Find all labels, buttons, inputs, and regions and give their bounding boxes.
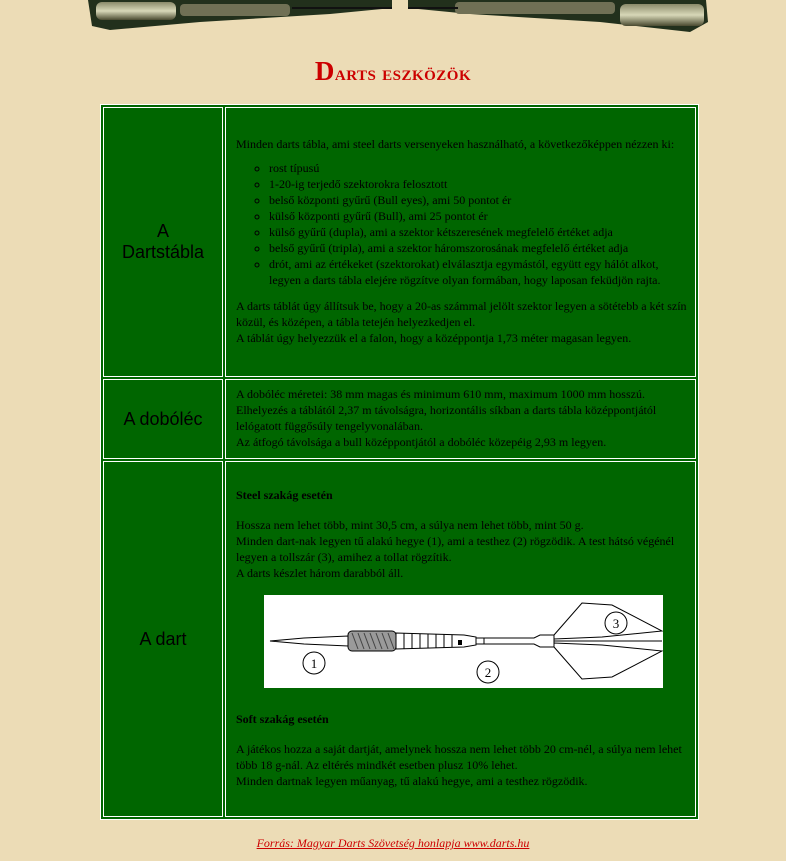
darts-banner [0, 0, 786, 38]
row-content-dobolec [225, 379, 696, 459]
dartstabla-outro: A darts táblát úgy állítsuk be, hogy a 20-as számmal jelölt szektor legyen a sötétebb a két szín közül, és középen, a tábla tetején helyezkedjen el. [236, 299, 687, 329]
row-content-dartstabla [225, 107, 696, 377]
dobolec-placement: Elhelyezés a táblától 2,37 m távolságra, horizontális síkban a darts tábla középpontjától lelógatott függősúly tengelyvonalában. [236, 403, 657, 433]
diagram-label-1: 1 [310, 656, 318, 671]
dartstabla-height: A táblát úgy helyezzük el a falon, hogy a középpontja 1,73 méter magasan legyen. [236, 331, 632, 345]
list-item: ◦ belső központi gyűrű (Bull eyes), ami 50 pontot ér [269, 192, 687, 208]
row-heading-dartstabla: A Dartstábla [103, 107, 223, 377]
steel-parts: Minden dart-nak legyen tű alakú hegye (1), ami a testhez (2) rögzödik. A test hátsó végénél legyen a tollszár (3), amihez a tollat rögzítik. [236, 534, 675, 564]
equipment-table [100, 104, 699, 820]
steel-subtitle: Steel szakág esetén [236, 488, 333, 502]
diagram-label-3: 3 [612, 616, 620, 631]
list-item: ◦ külső központi gyűrű (Bull), ami 25 pontot ér [269, 208, 687, 224]
table-row [103, 379, 696, 459]
dobolec-distance: Az átfogó távolsága a bull középpontjától a dobóléc közepéig 2,93 m legyen. [236, 435, 607, 449]
source-footer [0, 836, 786, 851]
dobolec-size: A dobóléc méretei: 38 mm magas és minimum 610 mm, maximum 1000 mm hosszú. [236, 387, 645, 401]
dartstabla-intro: Minden darts tábla, ami steel darts versenyeken használható, a következőképpen nézzen ki: [236, 137, 675, 151]
row-content-dart [225, 461, 696, 817]
soft-subtitle: Soft szakág esetén [236, 712, 329, 726]
list-item: ◦ rost típusú [269, 160, 687, 176]
list-item: ◦ drót, ami az értékeket (szektorokat) elválasztja egymástól, együtt egy hálót alkot, legyen a darts tábla elejére rögzítve olyan formában, hogy laposan feküdjön rajta. [269, 256, 687, 288]
soft-length: A játékos hozza a saját dartját, amelynek hossza nem lehet több 20 cm-nél, a súlya nem lehet több 18 g-nál. Az eltérés mindkét esetben plusz 10% lehet. [236, 742, 682, 772]
table-row [103, 107, 696, 377]
row-heading-dart: A dart [103, 461, 223, 817]
list-item: ◦ 1-20-ig terjedő szektorokra felosztott [269, 176, 687, 192]
row-heading-dobolec: A dobóléc [103, 379, 223, 459]
soft-tip: Minden dartnak legyen műanyag, tű alakú hegye, ami a testhez rögzödik. [236, 774, 588, 788]
source-link[interactable]: Forrás: Magyar Darts Szövetség honlapja www.darts.hu [256, 836, 530, 850]
diagram-label-2: 2 [484, 665, 492, 680]
table-row [103, 461, 696, 817]
list-item: ◦ belső gyűrű (tripla), ami a szektor háromszorosának megfelelő értéket adja [269, 240, 687, 256]
dart-diagram [264, 595, 663, 688]
page-title: Darts eszközök [314, 56, 472, 86]
steel-length: Hossza nem lehet több, mint 30,5 cm, a súlya nem lehet több, mint 50 g. [236, 518, 584, 532]
list-item: ◦ külső gyűrű (dupla), ami a szektor kétszeresének megfelelő értéket adja [269, 224, 687, 240]
steel-set: A darts készlet három darabból áll. [236, 566, 404, 580]
dartstabla-list [236, 160, 687, 288]
